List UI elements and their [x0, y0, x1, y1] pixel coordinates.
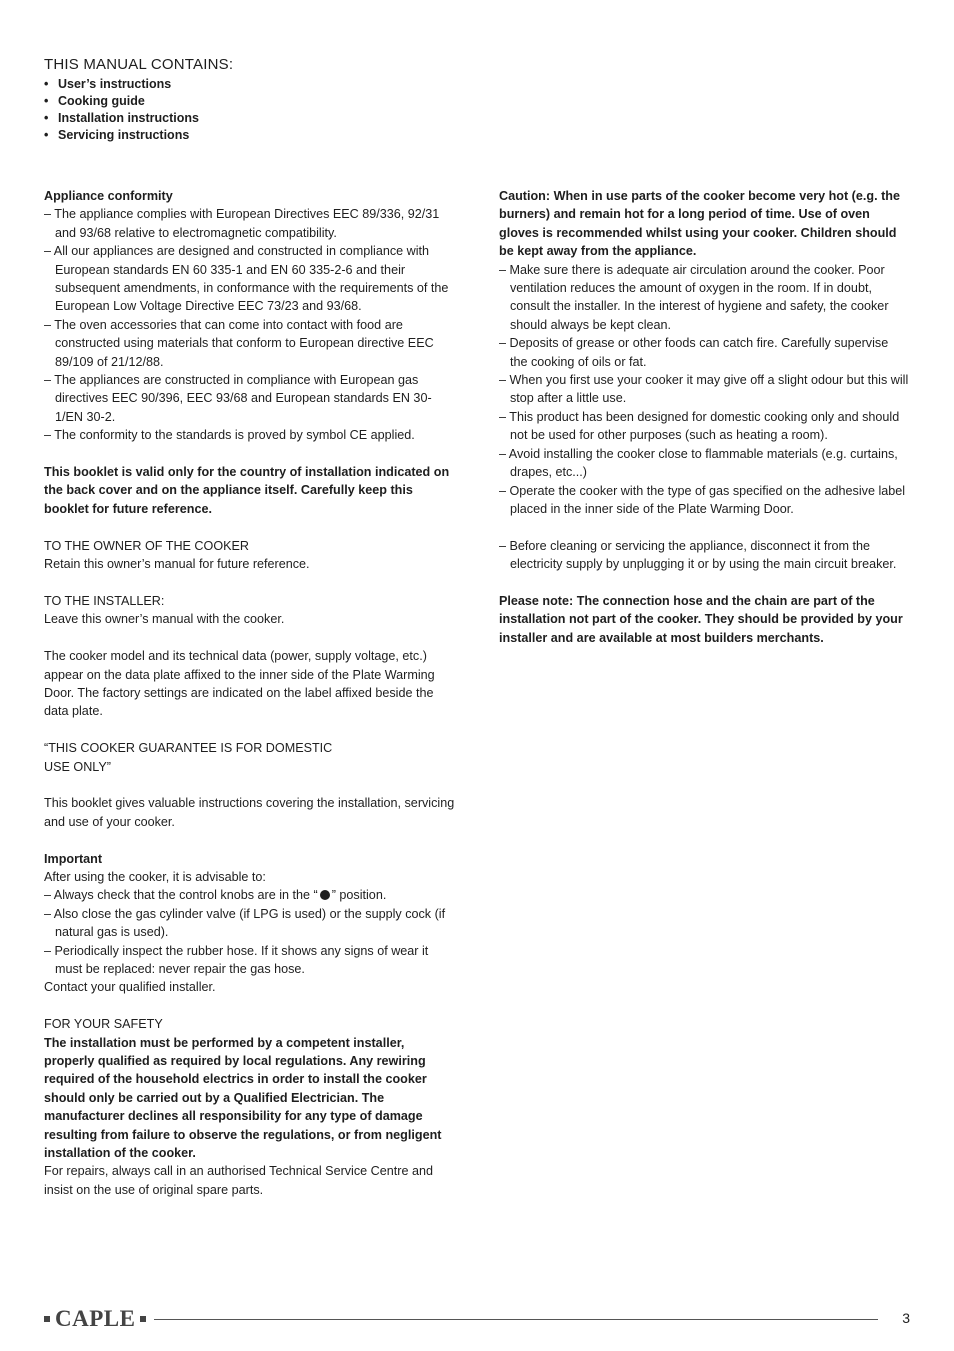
logo-square-icon: [140, 1316, 146, 1322]
caple-logo: [44, 1306, 146, 1332]
important-item: – Also close the gas cylinder valve (if LPG is used) or the supply cock (if natural gas is used).: [44, 906, 446, 940]
data-plate-text: The cooker model and its technical data (power, supply voltage, etc.) appear on the data plate affixed to the inner side of the Plate Warming Door. The factory settings are indicated on the label affixed beside the data plate.: [44, 649, 435, 719]
conformity-item: – The conformity to the standards is proved by symbol CE applied.: [44, 428, 415, 443]
manual-contents-list: [44, 76, 464, 144]
logo-square-icon: [44, 1316, 50, 1322]
please-note-text: Please note: The connection hose and the chain are part of the installation not part of the cooker. They should be provided by your installer and are available at most builders merchants.: [499, 593, 903, 645]
caution-item: – When you first use your cooker it may give off a slight odour but this will stop after a little use.: [499, 373, 909, 406]
important-intro: After using the cooker, it is advisable to:: [44, 869, 266, 884]
footer-rule: [154, 1319, 878, 1320]
conformity-item: – The appliances are constructed in compliance with European gas directives EEC 90/396, EEC 93/68 and European standards EN 30-1/EN 30-2.: [44, 373, 432, 424]
safety-text: For repairs, always call in an authorised Technical Service Centre and insist on the use of original spare parts.: [44, 1164, 433, 1197]
safety-bold-text: The installation must be performed by a competent installer, properly qualified as required by local regulations. Any rewiring required of the household electrics in order to install the cooker should only be carried out by a Qualified Electrician. The manufacturer declines all responsibility for any type of damage resulting from failure to observe the regulations, or from negligent installation of the cooker.: [44, 1035, 442, 1160]
safety-heading: FOR YOUR SAFETY: [44, 1017, 163, 1032]
caution-item: – Deposits of grease or other foods can catch fire. Carefully supervise the cooking of oils or fat.: [499, 336, 889, 369]
important-item-knob: – Always check that the control knobs are in the “ ” position.: [44, 888, 387, 903]
right-column: [499, 187, 909, 647]
validity-note: This booklet is valid only for the country of installation indicated on the back cover and on the appliance itself. Carefully keep this booklet for future reference.: [44, 465, 450, 516]
conformity-item: – The oven accessories that can come into contact with food are constructed using materials that conform to European directive EEC 89/109 of 21/12/88.: [44, 317, 434, 369]
caution-text: Caution: When in use parts of the cooker become very hot (e.g. the burners) and remain hot for a long period of time. Use of oven gloves is recommended whilst using your cooker. Children should be kept away from the appliance.: [499, 189, 900, 259]
list-item: • User’s instructions: [44, 77, 172, 91]
manual-contents-block: [44, 56, 464, 144]
caution-item: – Avoid installing the cooker close to flammable materials (e.g. curtains, drapes, etc...): [499, 446, 898, 480]
important-item: – Periodically inspect the rubber hose. If it shows any signs of wear it must be replaced: never repair the gas hose.: [44, 943, 429, 976]
list-item: • Servicing instructions: [44, 128, 190, 142]
conformity-item: – All our appliances are designed and constructed in compliance with European standards EN 60 335-1 and EN 60 335-2-6 and their subsequent amendments, in conformance with the requirements of the European Low Voltage Directive EEC 73/23 and 93/68.: [44, 244, 449, 314]
caution-item: – Operate the cooker with the type of gas specified on the adhesive label placed in the inner side of the Plate Warming Door.: [499, 483, 906, 516]
owner-heading: TO THE OWNER OF THE COOKER: [44, 538, 250, 553]
installer-text: Leave this owner’s manual with the cooker.: [44, 612, 285, 627]
list-item: • Installation instructions: [44, 111, 199, 125]
manual-contents-title: THIS MANUAL CONTAINS:: [44, 56, 234, 73]
disconnect-item: – Before cleaning or servicing the appliance, disconnect it from the electricity supply by unplugging it or by using the main circuit breaker.: [499, 538, 897, 572]
important-heading: Important: [44, 851, 103, 866]
installer-heading: TO THE INSTALLER:: [44, 593, 165, 608]
contact-text: Contact your qualified installer.: [44, 980, 216, 995]
page-number: 3: [902, 1310, 910, 1326]
page-footer: [44, 1306, 910, 1332]
guarantee-line: “THIS COOKER GUARANTEE IS FOR DOMESTIC: [44, 741, 333, 756]
conformity-heading: Appliance conformity: [44, 189, 173, 203]
caution-item: – This product has been designed for domestic cooking only and should not be used for other purposes (such as heating a room).: [499, 409, 900, 443]
logo-wordmark: CAPLE: [55, 1306, 136, 1331]
caution-item: – Make sure there is adequate air circulation around the cooker. Poor ventilation reduces the amount of oxygen in the room. If in doubt, consult the installer. In the interest of hygiene and safety, the cooker should always be kept clean.: [499, 262, 889, 332]
left-column: [44, 187, 456, 1199]
owner-text: Retain this owner’s manual for future reference.: [44, 557, 310, 572]
guarantee-line: USE ONLY”: [44, 759, 111, 774]
conformity-item: – The appliance complies with European Directives EEC 89/336, 92/31 and 93/68 relative to electromagnetic compatibility.: [44, 207, 440, 240]
knob-off-position-icon: [320, 890, 330, 900]
booklet-text: This booklet gives valuable instructions covering the installation, servicing and use of your cooker.: [44, 796, 455, 829]
list-item: • Cooking guide: [44, 94, 145, 108]
